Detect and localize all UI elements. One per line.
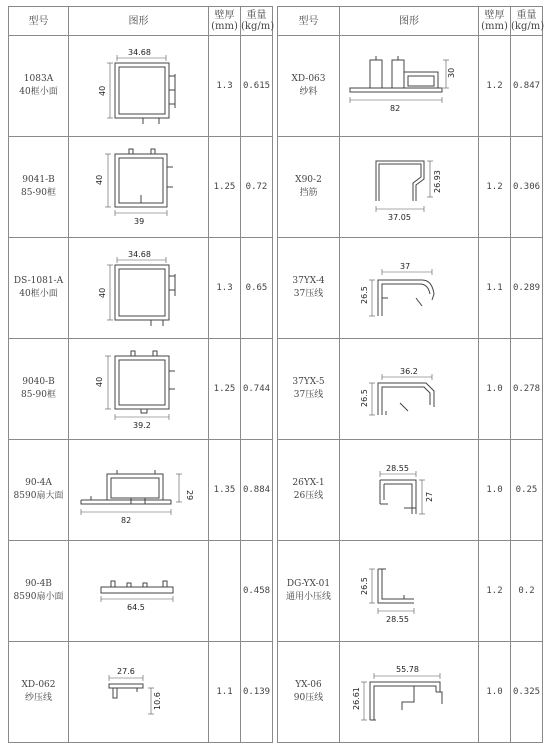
model-cell: YX-06 90压线 [278,642,340,743]
profile-drawing [71,644,207,740]
table-row [9,36,273,137]
weight: 0.139 [241,642,273,743]
profile-figure-cell [340,238,479,339]
wall-thickness: 1.1 [209,642,241,743]
table-row [278,36,543,137]
table-row [9,541,273,642]
profile-drawing [342,139,477,235]
dim-label: 26.93 [432,170,442,193]
wall-thickness: 1.0 [479,642,511,743]
header-row [9,7,273,36]
model-cell: 9041-B 85-90框 [9,137,69,238]
model-cell: 26YX-1 26压线 [278,440,340,541]
model-cell: XD-062 纱压线 [9,642,69,743]
profile-figure-cell [340,36,479,137]
table-row [9,440,273,541]
profile-drawing [71,240,207,336]
wall-thickness: 1.25 [209,339,241,440]
model-cell: 9040-B 85-90框 [9,339,69,440]
wall-thickness: 1.2 [479,137,511,238]
weight: 0.325 [511,642,543,743]
header-weight: 重量 (kg/m) [511,7,543,36]
weight: 0.72 [241,137,273,238]
weight: 0.65 [241,238,273,339]
table-row [9,339,273,440]
table-row [278,339,543,440]
wall-thickness: 1.25 [209,137,241,238]
model-cell: X90-2 挡筋 [278,137,340,238]
dim-label: 40 [94,376,104,387]
wall-thickness: 1.3 [209,36,241,137]
dim-label: 26.5 [359,389,369,407]
dim-label: 55.78 [395,665,419,674]
profile-drawing [71,442,207,538]
wall-thickness: 1.2 [479,541,511,642]
profile-drawing [342,341,477,437]
model-cell: XD-063 纱料 [278,36,340,137]
profile-figure-cell [69,137,209,238]
weight: 0.615 [241,36,273,137]
weight: 0.744 [241,339,273,440]
profile-drawing [342,38,477,134]
wall-thickness: 1.0 [479,339,511,440]
model-cell: 1083A 40框小面 [9,36,69,137]
dim-label: 37.05 [387,213,411,222]
table-row [278,440,543,541]
profile-figure-cell [69,642,209,743]
wall-thickness: 1.35 [209,440,241,541]
profile-drawing [342,442,477,538]
profile-figure-cell [340,137,479,238]
dim-label: 29 [184,490,194,501]
model-cell: DG-YX-01 通用小压线 [278,541,340,642]
dim-label: 26.61 [351,687,361,710]
dim-label: 27 [424,491,434,502]
profile-figure-cell [340,642,479,743]
weight: 0.847 [511,36,543,137]
profile-drawing [71,38,207,134]
left-profile-table [8,6,273,743]
profile-drawing [71,543,207,639]
header-model: 型号 [278,7,340,36]
dim-label: 40 [97,85,107,96]
weight: 0.278 [511,339,543,440]
profile-figure-cell [69,36,209,137]
profile-figure-cell [69,238,209,339]
header-row [278,7,543,36]
weight: 0.884 [241,440,273,541]
profile-figure-cell [69,541,209,642]
profile-drawing [342,644,477,740]
dim-label: 37 [399,262,410,271]
profile-drawing [71,341,207,437]
profile-figure-cell [69,339,209,440]
model-cell: 90-4B 8590扇小面 [9,541,69,642]
dim-label: 40 [94,174,104,185]
dim-label: 10.6 [152,692,162,710]
wall-thickness [209,541,241,642]
right-profile-table [277,6,543,743]
header-wall: 壁厚 (mm) [479,7,511,36]
table-row [278,238,543,339]
profile-figure-cell [340,440,479,541]
header-figure: 图形 [340,7,479,36]
table-row [278,541,543,642]
dim-label: 26.5 [359,577,369,595]
dim-label: 82 [389,104,400,113]
table-row [9,642,273,743]
weight: 0.306 [511,137,543,238]
profile-drawing [342,543,477,639]
dim-label: 30 [446,67,456,78]
dim-label: 39.2 [132,421,151,430]
dim-label: 40 [97,287,107,298]
model-cell: 37YX-4 37压线 [278,238,340,339]
weight: 0.458 [241,541,273,642]
dim-label: 27.6 [116,667,135,676]
dim-label: 82 [120,516,131,525]
header-weight: 重量 (kg/m) [241,7,273,36]
table-row [9,137,273,238]
weight: 0.25 [511,440,543,541]
table-row [9,238,273,339]
dim-label: 34.68 [127,250,151,259]
dim-label: 28.55 [385,615,409,624]
profile-drawing [71,139,207,235]
wall-thickness: 1.1 [479,238,511,339]
dim-label: 26.5 [359,286,369,304]
weight: 0.2 [511,541,543,642]
header-wall: 壁厚 (mm) [209,7,241,36]
header-figure: 图形 [69,7,209,36]
weight: 0.289 [511,238,543,339]
dim-label: 39 [133,217,144,226]
dim-label: 64.5 [126,603,145,612]
dim-label: 34.68 [127,48,151,57]
wall-thickness: 1.2 [479,36,511,137]
wall-thickness: 1.3 [209,238,241,339]
dim-label: 36.2 [399,367,418,376]
model-cell: 37YX-5 37压线 [278,339,340,440]
model-cell: DS-1081-A 40框小面 [9,238,69,339]
header-model: 型号 [9,7,69,36]
profile-figure-cell [69,440,209,541]
profile-figure-cell [340,541,479,642]
table-row [278,137,543,238]
profile-drawing [342,240,477,336]
table-row [278,642,543,743]
dim-label: 28.55 [385,464,409,473]
model-cell: 90-4A 8590扇大面 [9,440,69,541]
wall-thickness: 1.0 [479,440,511,541]
profile-figure-cell [340,339,479,440]
